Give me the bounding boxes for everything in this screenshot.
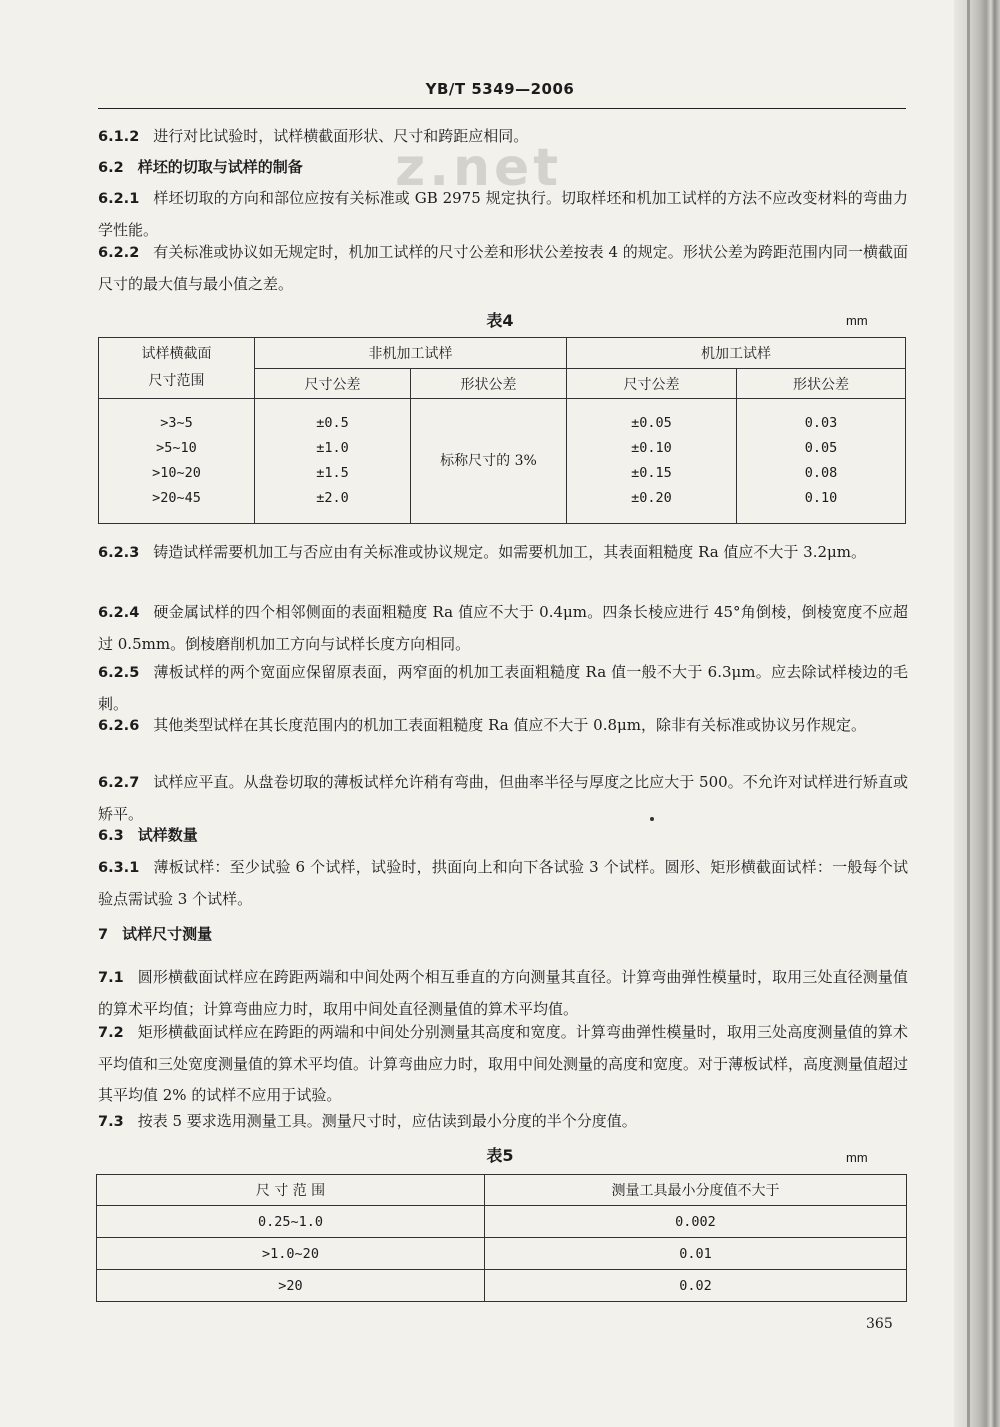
table-4-group-non-machined: 非机加工试样 <box>255 338 567 369</box>
table-4-mach-shape-cell: 0.03 0.05 0.08 0.10 <box>737 399 906 524</box>
clause-6-2-2: 6.2.2 有关标准或协议如无规定时，机加工试样的尺寸公差和形状公差按表 4 的规定。形状公差为跨距范围内同一横截面尺寸的最大值与最小值之差。 <box>98 243 908 293</box>
table-row: >3~5 <box>160 415 193 431</box>
standard-header: YB/T 5349—2006 <box>425 80 575 98</box>
table-4-unit: mm <box>846 313 868 328</box>
table-row: >20~45 <box>152 490 201 506</box>
table-row: >10~20 <box>152 465 201 481</box>
table-4-caption: 表4 <box>486 311 514 330</box>
clause-6-2-1: 6.2.1 样坯切取的方向和部位应按有关标准或 GB 2975 规定执行。切取样坯和机加工试样的方法不应改变材料的弯曲力学性能。 <box>98 189 908 239</box>
table-4-mach-size-cell: ±0.05 ±0.10 ±0.15 ±0.20 <box>567 399 737 524</box>
table-row: >5~10 <box>156 440 197 456</box>
table-4-sub-size: 尺寸公差 <box>255 369 411 399</box>
page-number: 365 <box>866 1316 893 1332</box>
table-4-sub-shape: 形状公差 <box>411 369 567 399</box>
section-6-3-heading: 6.3 试样数量 <box>98 826 198 844</box>
table-4 <box>98 337 906 524</box>
clause-6-2-7: 6.2.7 试样应平直。从盘卷切取的薄板试样允许稍有弯曲，但曲率半径与厚度之比应大于 500。不允许对试样进行矫直或矫平。 <box>98 773 908 823</box>
table-4-ranges-cell <box>99 399 255 524</box>
clause-6-3-1: 6.3.1 薄板试样：至少试验 6 个试样，试验时，拱面向上和向下各试验 3 个试样。圆形、矩形横截面试样：一般每个试验点需试验 3 个试样。 <box>98 858 908 908</box>
scan-edge-line <box>967 0 970 1427</box>
clause-6-1-2: 6.1.2 进行对比试验时，试样横截面形状、尺寸和跨距应相同。 <box>98 127 529 145</box>
table-5-header-range: 尺 寸 范 围 <box>97 1175 485 1206</box>
table-4-group-machined: 机加工试样 <box>567 338 906 369</box>
header-rule <box>98 108 906 109</box>
table-4-sub-shape-machined: 形状公差 <box>737 369 906 399</box>
clause-7-2: 7.2 矩形横截面试样应在跨距的两端和中间处分别测量其高度和宽度。计算弯曲弹性模量时，取用三处高度测量值的算术平均值和三处宽度测量值的算术平均值。计算弯曲应力时，取用中间处测量的高度和宽度。对于薄板试样，高度测量值超过其平均值 2% 的试样不应用于试验。 <box>98 1023 909 1104</box>
clause-6-2-6: 6.2.6 其他类型试样在其长度范围内的机加工表面粗糙度 Ra 值应不大于 0.8μm，除非有关标准或协议另作规定。 <box>98 716 867 734</box>
watermark: z.net <box>395 138 563 198</box>
clause-6-2-5: 6.2.5 薄板试样的两个宽面应保留原表面，两窄面的机加工表面粗糙度 Ra 值一般不大于 6.3μm。应去除试样棱边的毛刺。 <box>98 663 908 713</box>
table-5-caption: 表5 <box>486 1146 514 1165</box>
clause-6-2-3: 6.2.3 铸造试样需要机加工与否应由有关标准或协议规定。如需要机加工，其表面粗糙度 Ra 值应不大于 3.2μm。 <box>98 543 867 561</box>
table-4-sub-size-machined: 尺寸公差 <box>567 369 737 399</box>
clause-7-1: 7.1 圆形横截面试样应在跨距两端和中间处两个相互垂直的方向测量其直径。计算弯曲弹性模量时，取用三处直径测量值的算术平均值；计算弯曲应力时，取用中间处直径测量值的算术平均值。 <box>98 968 908 1018</box>
scan-edge <box>954 0 1000 1427</box>
table-row: >1.0~20 0.01 <box>97 1238 907 1270</box>
table-4-range-header: 试样横截面 尺寸范围 <box>99 338 255 399</box>
clause-7-3: 7.3 按表 5 要求选用测量工具。测量尺寸时，应估读到最小分度的半个分度值。 <box>98 1112 637 1130</box>
table-4-non-shape-cell: 标称尺寸的 3% <box>411 399 567 524</box>
section-7-heading: 7 试样尺寸测量 <box>98 925 213 943</box>
table-5-unit: mm <box>846 1150 868 1165</box>
table-row: >20 0.02 <box>97 1270 907 1302</box>
table-5 <box>96 1174 907 1302</box>
section-6-2-heading: 6.2 样坯的切取与试样的制备 <box>98 158 303 176</box>
table-4-non-size-cell: ±0.5 ±1.0 ±1.5 ±2.0 <box>255 399 411 524</box>
clause-6-2-4: 6.2.4 硬金属试样的四个相邻侧面的表面粗糙度 Ra 值应不大于 0.4μm。四条长棱应进行 45°角倒棱，倒棱宽度不应超过 0.5mm。倒棱磨削机加工方向与试样长度方向相同。 <box>98 603 908 653</box>
table-5-header-division: 测量工具最小分度值不大于 <box>485 1175 907 1206</box>
table-row: 0.25~1.0 0.002 <box>97 1206 907 1238</box>
